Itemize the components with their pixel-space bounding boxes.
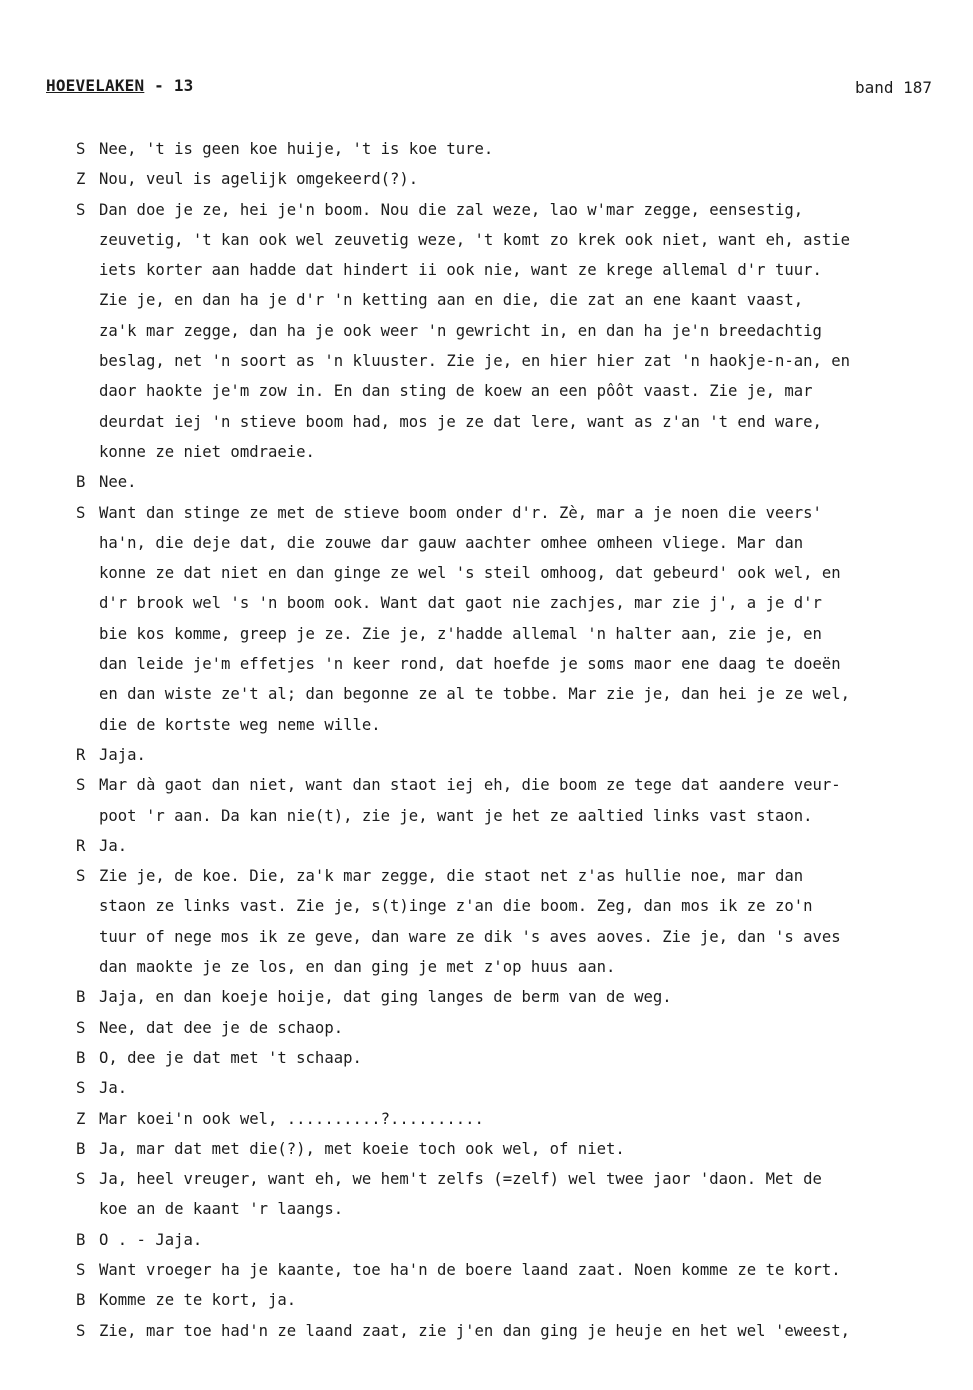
line-text: Komme ze te kort, ja. bbox=[99, 1291, 297, 1310]
line-text: Jaja, en dan koeje hoije, dat ging langes de berm van de weg. bbox=[99, 988, 672, 1007]
line-text: zeuvetig, 't kan ook wel zeuvetig weze, 't komt zo krek ook niet, want eh, astie bbox=[99, 230, 851, 249]
speaker-label: B bbox=[76, 1230, 86, 1249]
transcript-line bbox=[0, 1225, 973, 1255]
transcript-line bbox=[0, 528, 973, 558]
line-text: dan leide je'm effetjes 'n keer rond, dat hoefde je soms maor ene daag te doeën bbox=[99, 655, 841, 674]
transcript-line bbox=[0, 346, 973, 376]
transcript-line bbox=[0, 952, 973, 982]
line-text: Nou, veul is agelijk omgekeerd(?). bbox=[99, 170, 419, 189]
transcript-line bbox=[0, 467, 973, 497]
transcript-line bbox=[0, 922, 973, 952]
speaker-label: S bbox=[76, 503, 86, 522]
transcript-line bbox=[0, 801, 973, 831]
speaker-label: B bbox=[76, 473, 86, 492]
line-text: Ja. bbox=[99, 836, 128, 855]
transcript-line bbox=[0, 1073, 973, 1103]
transcript-line bbox=[0, 285, 973, 315]
transcript-line bbox=[0, 164, 973, 194]
speaker-label: B bbox=[76, 1048, 86, 1067]
transcript-line bbox=[0, 861, 973, 891]
transcript-line bbox=[0, 1043, 973, 1073]
line-text: Ja, mar dat met die(?), met koeie toch ook wel, of niet. bbox=[99, 1139, 625, 1158]
transcript-line bbox=[0, 740, 973, 770]
line-text: za'k mar zegge, dan ha je ook weer 'n gewricht in, en dan ha je'n breedachtig bbox=[99, 321, 822, 340]
transcript-line bbox=[0, 1316, 973, 1346]
line-text: staon ze links vast. Zie je, s(t)inge z'an die boom. Zeg, dan mos ik ze zo'n bbox=[99, 897, 813, 916]
line-text: dan maokte je ze los, en dan ging je met z'op huus aan. bbox=[99, 958, 616, 977]
band-number: band 187 bbox=[855, 78, 933, 97]
speaker-label: B bbox=[76, 1139, 86, 1158]
speaker-label: B bbox=[76, 988, 86, 1007]
transcript-line bbox=[0, 558, 973, 588]
transcript-line bbox=[0, 588, 973, 618]
place-name: HOEVELAKEN bbox=[46, 76, 145, 95]
line-text: Jaja. bbox=[99, 745, 146, 764]
transcript-line bbox=[0, 437, 973, 467]
transcript-line bbox=[0, 891, 973, 921]
line-text: en dan wiste ze't al; dan begonne ze al te tobbe. Mar zie je, dan hei je ze wel, bbox=[99, 685, 851, 704]
transcript-line bbox=[0, 1285, 973, 1315]
line-text: tuur of nege mos ik ze geve, dan ware ze dik 's aves aoves. Zie je, dan 's aves bbox=[99, 927, 841, 946]
line-text: konne ze dat niet en dan ginge ze wel 's steil omhoog, dat gebeurd' ook wel, en bbox=[99, 564, 841, 583]
line-text: ha'n, die deje dat, die zouwe dar gauw aachter omhee omheen vliege. Mar dan bbox=[99, 533, 804, 552]
line-text: Mar dà gaot dan niet, want dan staot iej eh, die boom ze tege dat aandere veur- bbox=[99, 776, 841, 795]
speaker-label: R bbox=[76, 836, 86, 855]
line-text: O . - Jaja. bbox=[99, 1230, 203, 1249]
transcript-line bbox=[0, 376, 973, 406]
line-text: poot 'r aan. Da kan nie(t), zie je, want je het ze aaltied links vast staon. bbox=[99, 806, 813, 825]
speaker-label: R bbox=[76, 745, 86, 764]
transcript-line bbox=[0, 770, 973, 800]
page-number: - 13 bbox=[144, 76, 194, 95]
speaker-label: S bbox=[76, 140, 86, 158]
transcript-line bbox=[0, 1104, 973, 1134]
line-text: Want vroeger ha je kaante, toe ha'n de boere laand zaat. Noen komme ze te kort. bbox=[99, 1260, 841, 1279]
transcript-line bbox=[0, 1194, 973, 1224]
line-text: die de kortste weg neme wille. bbox=[99, 715, 381, 734]
line-text: Ja, heel vreuger, want eh, we hem't zelfs (=zelf) wel twee jaor 'daon. Met de bbox=[99, 1170, 822, 1189]
line-text: d'r brook wel 's 'n boom ook. Want dat gaot nie zachjes, mar zie j', a je d'r bbox=[99, 594, 822, 613]
speaker-label: Z bbox=[76, 1109, 86, 1128]
speaker-label: S bbox=[76, 867, 86, 886]
transcript-line bbox=[0, 316, 973, 346]
line-text: O, dee je dat met 't schaap. bbox=[99, 1048, 362, 1067]
speaker-label: S bbox=[76, 1079, 86, 1098]
transcript-line bbox=[0, 679, 973, 709]
transcript-line bbox=[0, 1013, 973, 1043]
transcript-line bbox=[0, 1164, 973, 1194]
transcript-line bbox=[0, 831, 973, 861]
speaker-label: S bbox=[76, 1170, 86, 1189]
transcript-line bbox=[0, 982, 973, 1012]
line-text: koe an de kaant 'r laangs. bbox=[99, 1200, 344, 1219]
transcript-line bbox=[0, 619, 973, 649]
speaker-label: S bbox=[76, 200, 86, 219]
line-text: konne ze niet omdraeie. bbox=[99, 442, 315, 461]
speaker-label: B bbox=[76, 1291, 86, 1310]
line-text: Mar koei'n ook wel, ..........?.......... bbox=[99, 1109, 484, 1128]
transcript-line bbox=[0, 225, 973, 255]
transcript-body bbox=[0, 134, 973, 1346]
speaker-label: S bbox=[76, 1018, 86, 1037]
speaker-label: S bbox=[76, 1260, 86, 1279]
transcript-line bbox=[0, 407, 973, 437]
speaker-label: Z bbox=[76, 170, 86, 189]
line-text: Zie je, de koe. Die, za'k mar zegge, die staot net z'as hullie noe, mar dan bbox=[99, 867, 804, 886]
transcript-line bbox=[0, 710, 973, 740]
line-text: Nee. bbox=[99, 473, 137, 492]
transcript-line bbox=[0, 134, 973, 164]
transcript-line bbox=[0, 498, 973, 528]
transcript-line bbox=[0, 1134, 973, 1164]
line-text: deurdat iej 'n stieve boom had, mos je ze dat lere, want as z'an 't end ware, bbox=[99, 412, 822, 431]
line-text: Zie je, en dan ha je d'r 'n ketting aan en die, die zat an ene kaant vaast, bbox=[99, 291, 804, 310]
line-text: daor haokte je'm zow in. En dan sting de koew an een pôôt vaast. Zie je, mar bbox=[99, 382, 813, 401]
transcript-line bbox=[0, 255, 973, 285]
transcript-line bbox=[0, 649, 973, 679]
speaker-label: S bbox=[76, 1321, 86, 1340]
transcript-line bbox=[0, 1255, 973, 1285]
line-text: Ja. bbox=[99, 1079, 128, 1098]
line-text: beslag, net 'n soort as 'n kluuster. Zie je, en hier hier zat 'n haokje-n-an, en bbox=[99, 352, 851, 371]
line-text: Dan doe je ze, hei je'n boom. Nou die zal weze, lao w'mar zegge, eensestig, bbox=[99, 200, 804, 219]
line-text: Nee, 't is geen koe huije, 't is koe ture. bbox=[99, 140, 494, 158]
line-text: Zie, mar toe had'n ze laand zaat, zie j'en dan ging je heuje en het wel 'eweest, bbox=[99, 1321, 851, 1340]
line-text: iets korter aan hadde dat hindert ii ook nie, want ze krege allemal d'r tuur. bbox=[99, 261, 822, 280]
transcript-line bbox=[0, 195, 973, 225]
line-text: Nee, dat dee je de schaop. bbox=[99, 1018, 344, 1037]
line-text: Want dan stinge ze met de stieve boom onder d'r. Zè, mar a je noen die veers' bbox=[99, 503, 822, 522]
page-header-left bbox=[46, 76, 194, 95]
speaker-label: S bbox=[76, 776, 86, 795]
line-text: bie kos komme, greep je ze. Zie je, z'hadde allemal 'n halter aan, zie je, en bbox=[99, 624, 822, 643]
